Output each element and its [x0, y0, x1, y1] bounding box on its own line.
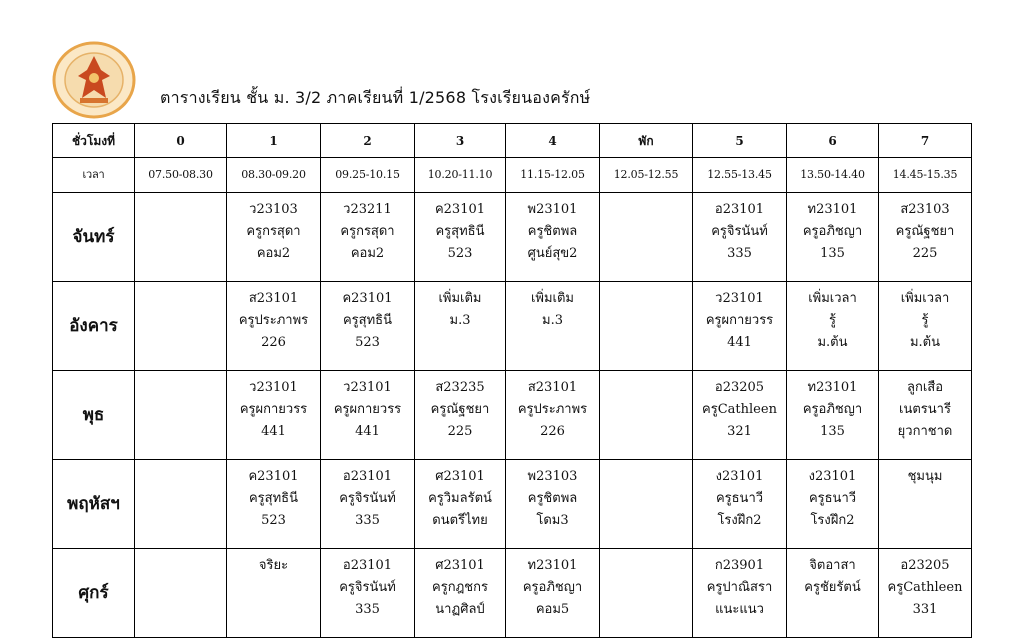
- class-cell-line: 335: [355, 513, 380, 528]
- class-cell-line: ครูธนาวี: [715, 491, 764, 506]
- class-cell-line: 441: [261, 424, 286, 439]
- class-cell-line: 335: [355, 602, 380, 617]
- class-cell-line: ม.ต้น: [909, 335, 941, 350]
- class-cell-line: โรงฝึก2: [717, 513, 762, 528]
- class-cell: [693, 371, 787, 460]
- class-cell-line: นาฏศิลป์: [435, 602, 485, 617]
- class-cell-line: ครูCathleen: [887, 580, 963, 595]
- time-slot: 14.45-15.35: [879, 158, 972, 193]
- class-cell: [879, 193, 972, 282]
- day-row: [53, 371, 972, 460]
- class-cell: [415, 193, 506, 282]
- period-number: 2: [321, 124, 415, 158]
- class-cell-line: ครูปาณิสรา: [706, 580, 773, 595]
- period-number: 5: [693, 124, 787, 158]
- class-cell: [135, 460, 227, 549]
- class-cell: [227, 193, 321, 282]
- time-slot: 09.25-10.15: [321, 158, 415, 193]
- class-cell-line: ครูผกายวรร: [239, 402, 308, 417]
- class-cell-line: แนะแนว: [715, 602, 764, 617]
- class-cell: [600, 282, 693, 371]
- class-cell-line: คอม2: [256, 246, 291, 261]
- class-cell: [227, 460, 321, 549]
- class-cell-line: อ23101: [342, 469, 393, 484]
- class-cell-line: ส23235: [435, 380, 485, 395]
- class-cell: [787, 282, 879, 371]
- class-cell: [600, 371, 693, 460]
- period-number: 7: [879, 124, 972, 158]
- class-cell: [787, 371, 879, 460]
- class-cell: [506, 371, 600, 460]
- class-cell-line: ยุวกาชาด: [897, 424, 953, 439]
- class-cell: [693, 460, 787, 549]
- class-cell-line: คอม2: [350, 246, 385, 261]
- class-cell-line: จิตอาสา: [809, 558, 856, 573]
- class-cell: [600, 193, 693, 282]
- class-cell-line: ครูกรสุดา: [246, 224, 301, 239]
- period-number: 0: [135, 124, 227, 158]
- period-number: 1: [227, 124, 321, 158]
- class-cell-line: ครูชิตพล: [527, 224, 578, 239]
- time-slot: 12.55-13.45: [693, 158, 787, 193]
- class-cell-line: ค23101: [342, 291, 393, 306]
- day-row: [53, 193, 972, 282]
- class-cell-line: ครูธนาวี: [808, 491, 857, 506]
- class-cell-line: ว23101: [715, 291, 764, 306]
- class-cell: [506, 193, 600, 282]
- class-cell-line: ครูสุทธินี: [435, 224, 485, 239]
- period-header-label: ชั่วโมงที่: [53, 124, 135, 158]
- class-cell: [600, 549, 693, 638]
- class-cell-line: ว23211: [343, 202, 392, 217]
- class-cell-line: 441: [727, 335, 752, 350]
- class-cell: [415, 549, 506, 638]
- class-cell: [321, 371, 415, 460]
- class-cell-line: ศ23101: [435, 469, 485, 484]
- class-cell: [135, 371, 227, 460]
- day-row: [53, 549, 972, 638]
- school-logo: [50, 40, 138, 120]
- day-name: พฤหัสฯ: [53, 460, 135, 549]
- class-cell-line: อ23101: [714, 202, 765, 217]
- class-cell-line: อ23205: [900, 558, 950, 573]
- class-cell-line: ท23101: [527, 558, 578, 573]
- class-cell-line: ส23101: [527, 380, 578, 395]
- class-cell: [787, 460, 879, 549]
- period-number: พัก: [600, 124, 693, 158]
- class-cell-line: 135: [820, 424, 845, 439]
- class-cell: [879, 282, 972, 371]
- class-cell-line: 335: [727, 246, 752, 261]
- day-name: ศุกร์: [53, 549, 135, 638]
- page-title: ตารางเรียน ชั้น ม. 3/2 ภาคเรียนที่ 1/2568 โรงเรียนองครักษ์: [160, 88, 591, 107]
- class-cell-line: จริยะ: [258, 558, 289, 573]
- period-number: 6: [787, 124, 879, 158]
- school-emblem-icon: [50, 40, 138, 120]
- class-cell-line: ศูนย์สุข2: [527, 246, 578, 261]
- class-cell: [879, 460, 972, 549]
- class-cell-line: 226: [540, 424, 565, 439]
- class-cell-line: คอม5: [535, 602, 570, 617]
- class-cell-line: ครูอภิชญา: [522, 580, 583, 595]
- class-cell: [321, 193, 415, 282]
- class-cell: [227, 371, 321, 460]
- class-cell-line: ครูชิตพล: [527, 491, 578, 506]
- class-cell-line: ม.3: [542, 313, 563, 328]
- class-cell-line: 135: [820, 246, 845, 261]
- timetable: [52, 123, 972, 638]
- class-cell-line: ม.3: [449, 313, 471, 328]
- class-cell: [321, 549, 415, 638]
- time-slot: 08.30-09.20: [227, 158, 321, 193]
- class-cell-line: 523: [447, 246, 473, 261]
- class-cell: [135, 193, 227, 282]
- class-cell: [787, 549, 879, 638]
- time-slot: 13.50-14.40: [787, 158, 879, 193]
- class-cell-line: เพิ่มเติม: [530, 291, 575, 306]
- class-cell-line: พ23101: [527, 202, 578, 217]
- class-cell-line: ครูCathleen: [702, 402, 777, 417]
- class-cell-line: ม.ต้น: [817, 335, 848, 350]
- class-cell-line: ครูกฎชกร: [432, 580, 488, 595]
- class-cell-line: 523: [355, 335, 380, 350]
- class-cell-line: ศ23101: [435, 558, 485, 573]
- class-cell-line: ครูกรสุดา: [340, 224, 395, 239]
- class-cell: [321, 282, 415, 371]
- class-cell-line: ว23101: [343, 380, 392, 395]
- class-cell-line: ส23103: [900, 202, 950, 217]
- period-number: 4: [506, 124, 600, 158]
- class-cell-line: โดม3: [536, 513, 569, 528]
- time-row-label: เวลา: [53, 158, 135, 193]
- class-cell-line: ครูสุทธินี: [248, 491, 298, 506]
- class-cell-line: เพิ่มเติม: [438, 291, 482, 306]
- time-slot: 07.50-08.30: [135, 158, 227, 193]
- class-cell-line: ครูจิรนันท์: [711, 224, 768, 239]
- class-cell-line: โรงฝึก2: [810, 513, 855, 528]
- class-cell: [506, 282, 600, 371]
- class-cell-line: อ23101: [342, 558, 393, 573]
- class-cell: [787, 193, 879, 282]
- class-cell: [879, 371, 972, 460]
- class-cell-line: ส23101: [248, 291, 299, 306]
- class-cell: [135, 282, 227, 371]
- time-slot: 10.20-11.10: [415, 158, 506, 193]
- day-name: อังคาร: [53, 282, 135, 371]
- class-cell: [879, 549, 972, 638]
- class-cell-line: ท23101: [807, 202, 858, 217]
- class-cell: [506, 460, 600, 549]
- class-cell-line: 225: [912, 246, 938, 261]
- class-cell: [693, 282, 787, 371]
- period-header-row: [53, 124, 972, 158]
- class-cell-line: ว23103: [249, 202, 298, 217]
- class-cell-line: ครูประภาพร: [238, 313, 309, 328]
- time-row: [53, 158, 972, 193]
- class-cell: [321, 460, 415, 549]
- class-cell-line: รู้: [921, 313, 929, 328]
- class-cell: [415, 282, 506, 371]
- class-cell-line: ครูอภิชญา: [802, 224, 863, 239]
- class-cell-line: พ23103: [527, 469, 578, 484]
- class-cell-line: ท23101: [807, 380, 858, 395]
- class-cell-line: ง23101: [808, 469, 857, 484]
- class-cell-line: ลูกเสือ: [906, 380, 944, 395]
- class-cell-line: เพิ่มเวลา: [808, 291, 857, 306]
- class-cell-line: เพิ่มเวลา: [900, 291, 950, 306]
- class-cell-line: ครูจิรนันท์: [339, 580, 396, 595]
- class-cell-line: ครูอภิชญา: [802, 402, 863, 417]
- class-cell: [227, 282, 321, 371]
- time-slot: 11.15-12.05: [506, 158, 600, 193]
- class-cell-line: อ23205: [714, 380, 765, 395]
- class-cell-line: 226: [261, 335, 286, 350]
- timetable-body: [53, 124, 972, 638]
- day-row: [53, 282, 972, 371]
- class-cell-line: 523: [261, 513, 286, 528]
- class-cell-line: ครูณัฐชยา: [895, 224, 955, 239]
- class-cell-line: ดนตรีไทย: [432, 513, 488, 528]
- class-cell: [506, 549, 600, 638]
- class-cell-line: ครูประภาพร: [517, 402, 588, 417]
- class-cell: [227, 549, 321, 638]
- class-cell-line: 225: [447, 424, 473, 439]
- day-name: จันทร์: [53, 193, 135, 282]
- class-cell-line: รู้: [829, 313, 836, 328]
- class-cell-line: 331: [912, 602, 938, 617]
- class-cell-line: ชุมนุม: [907, 469, 943, 484]
- class-cell: [693, 193, 787, 282]
- class-cell-line: ง23101: [715, 469, 764, 484]
- class-cell: [693, 549, 787, 638]
- class-cell-line: 441: [355, 424, 380, 439]
- class-cell-line: 321: [727, 424, 752, 439]
- class-cell-line: ครูผกายวรร: [333, 402, 402, 417]
- class-cell-line: ครูผกายวรร: [705, 313, 774, 328]
- class-cell-line: ก23901: [714, 558, 765, 573]
- class-cell: [415, 371, 506, 460]
- class-cell-line: ค23101: [248, 469, 299, 484]
- class-cell-line: ครูจิรนันท์: [339, 491, 396, 506]
- class-cell-line: เนตรนารี: [899, 402, 951, 417]
- class-cell: [600, 460, 693, 549]
- class-cell-line: ครูณัฐชยา: [430, 402, 490, 417]
- class-cell: [135, 549, 227, 638]
- period-number: 3: [415, 124, 506, 158]
- class-cell-line: ว23101: [249, 380, 298, 395]
- day-row: [53, 460, 972, 549]
- class-cell-line: ค23101: [434, 202, 486, 217]
- time-slot: 12.05-12.55: [600, 158, 693, 193]
- class-cell-line: ครูวิมลรัตน์: [428, 491, 492, 506]
- class-cell: [415, 460, 506, 549]
- class-cell-line: ครูสุทธินี: [342, 313, 392, 328]
- class-cell-line: ครูชัยรัตน์: [804, 580, 861, 595]
- day-name: พุธ: [53, 371, 135, 460]
